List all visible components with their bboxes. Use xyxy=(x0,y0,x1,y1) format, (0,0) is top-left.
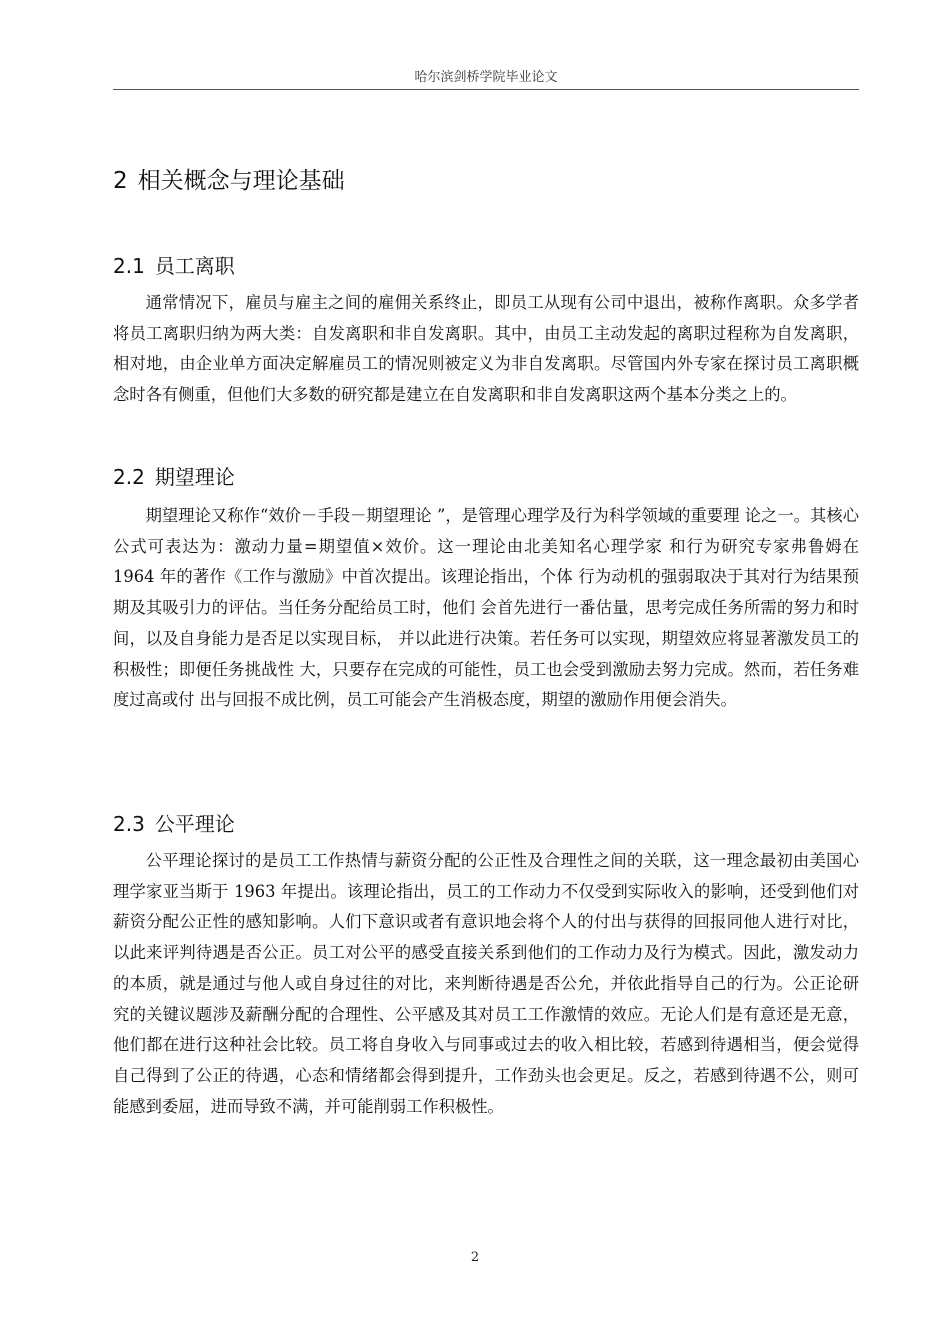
header-rule xyxy=(113,89,859,90)
section-2-1-paragraph: 通常情况下，雇员与雇主之间的雇佣关系终止，即员工从现有公司中退出，被称作离职。众多学者将员工离职归纳为两大类：自发离职和非自发离职。其中，由员工主动发起的离职过程称为自发离职，相对地，由企业单方面决定解雇员工的情况则被定义为非自发离职。尽管国内外专家在探讨员工离职概念时各有侧重，但他们大多数的研究都是建立在自发离职和非自发离职这两个基本分类之上的。 xyxy=(113,293,859,405)
section-heading-2-3 xyxy=(113,808,235,837)
section-2-3-paragraph: 公平理论探讨的是员工工作热情与薪资分配的公正性及合理性之间的关联，这一理念最初由美国心理学家亚当斯于 1963 年提出。该理论指出，员工的工作动力不仅受到实际收入的影响，还受到他们对薪资分配公正性的感知影响。人们下意识或者有意识地会将个人的付出与获得的回报同他人进行对比，以此来评判待遇是否公正。员工对公平的感受直接关系到他们的工作动力及行为模式。因此，激发动力的本质，就是通过与他人或自身过往的对比，来判断待遇是否公允，并依此指导自己的行为。公正论研究的关键议题涉及薪酬分配的合理性、公平感及其对员工工作激情的效应。无论人们是有意还是无意，他们都在进行这种社会比较。员工将自身收入与同事或过去的收入相比较，若感到待遇相当，便会觉得自己得到了公正的待遇，心态和情绪都会得到提升，工作劲头也会更足。反之，若感到待遇不公，则可能感到委屈，进而导致不满，并可能削弱工作积极性。 xyxy=(113,851,859,1116)
section-number: 2.3 xyxy=(113,812,145,836)
section-2-2-paragraph: 期望理论又称作“效价－手段－期望理论 ”，是管理心理学及行为科学领域的重要理 论之一。其核心公式可表达为：激动力量=期望值×效价。这一理论由北美知名心理学家 和行为研究专家弗鲁姆在 1964 年的著作《工作与激励》中首次提出。该理论指出，个体 行为动机的强弱取决于其对行为结果预期及其吸引力的评估。当任务分配给员工时，他们 会首先进行一番估量，思考完成任务所需的努力和时间，以及自身能力是否足以实现目标， 并以此进行决策。若任务可以实现，期望效应将显著激发员工的积极性；即便任务挑战性 大，只要存在完成的可能性，员工也会受到激励去努力完成。然而，若任务难度过高或付 出与回报不成比例，员工可能会产生消极态度，期望的激励作用便会消失。 xyxy=(113,506,859,710)
page-number: 2 xyxy=(470,1250,480,1265)
running-header: 哈尔滨剑桥学院毕业论文 xyxy=(414,70,558,85)
section-number: 2.2 xyxy=(113,465,145,489)
section-number: 2.1 xyxy=(113,254,145,278)
section-heading-2-2 xyxy=(113,461,235,490)
chapter-heading xyxy=(113,162,345,195)
section-title: 期望理论 xyxy=(154,465,235,489)
section-title: 公平理论 xyxy=(154,812,235,836)
chapter-title: 相关概念与理论基础 xyxy=(137,168,345,194)
section-heading-2-1 xyxy=(113,250,235,279)
chapter-number: 2 xyxy=(113,168,128,194)
section-title: 员工离职 xyxy=(154,254,235,278)
